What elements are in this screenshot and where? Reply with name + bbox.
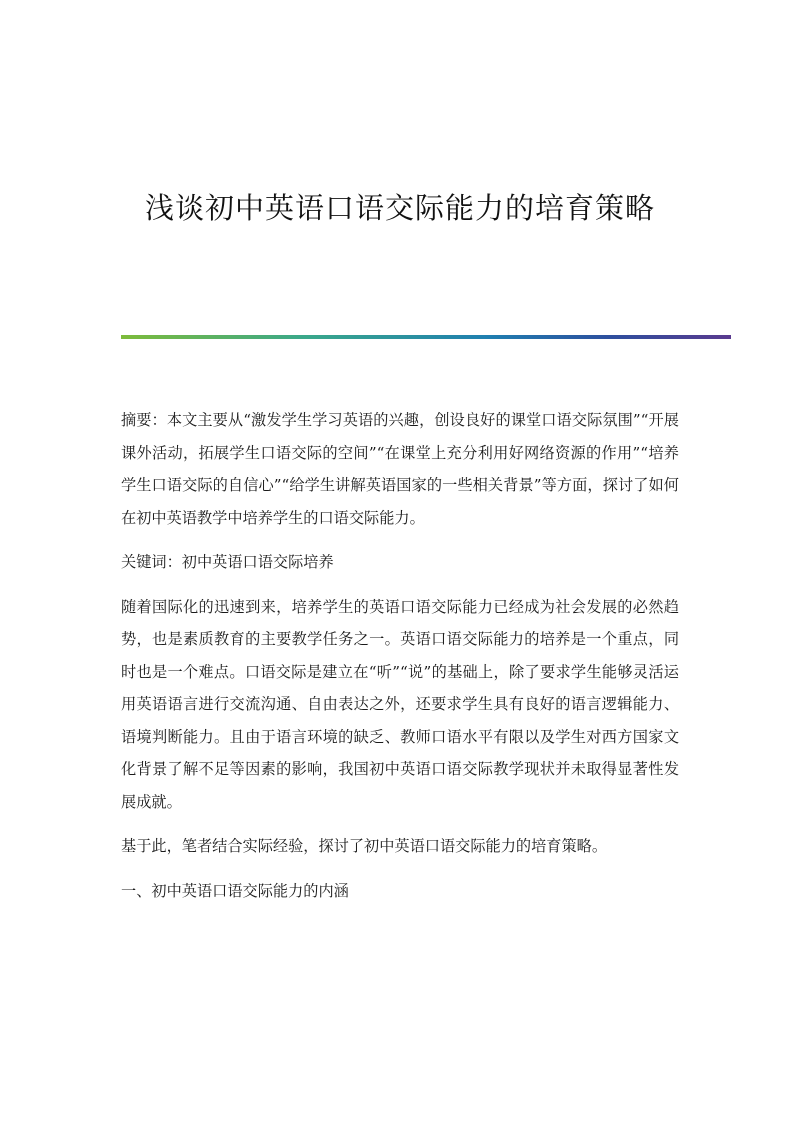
keywords-line: 关键词：初中英语口语交际培养	[121, 553, 334, 571]
section-heading: 一、初中英语口语交际能力的内涵	[121, 881, 349, 900]
body-paragraph: 随着国际化的迅速到来，培养学生的英语口语交际能力已经成为社会发展的必然趋势，也是素质教育的主要教学任务之一。英语口语交际能力的培养是一个重点，同时也是一个难点。口语交际是建立在“听”“说”的基础上，除了要求学生能够灵活运用英语语言进行交流沟通、自由表达之外，还要求学生具有良好的语言逻辑能力、语境判断能力。且由于语言环境的缺乏、教师口语水平有限以及学生对西方国家文化背景了解不足等因素的影响，我国初中英语口语交际教学现状并未取得显著性发展成就。	[121, 597, 679, 811]
document-title: 浅谈初中英语口语交际能力的培育策略	[144, 191, 655, 225]
document-body	[121, 404, 679, 919]
abstract-paragraph: 摘要：本文主要从“激发学生学习英语的兴趣，创设良好的课堂口语交际氛围”“开展课外活动，拓展学生口语交际的空间”“在课堂上充分利用好网络资源的作用”“培养学生口语交际的自信心”“给学生讲解英语国家的一些相关背景”等方面，探讨了如何在初中英语教学中培养学生的口语交际能力。	[121, 411, 679, 527]
title-divider	[121, 335, 731, 339]
body-paragraph: 基于此，笔者结合实际经验，探讨了初中英语口语交际能力的培育策略。	[121, 837, 607, 855]
